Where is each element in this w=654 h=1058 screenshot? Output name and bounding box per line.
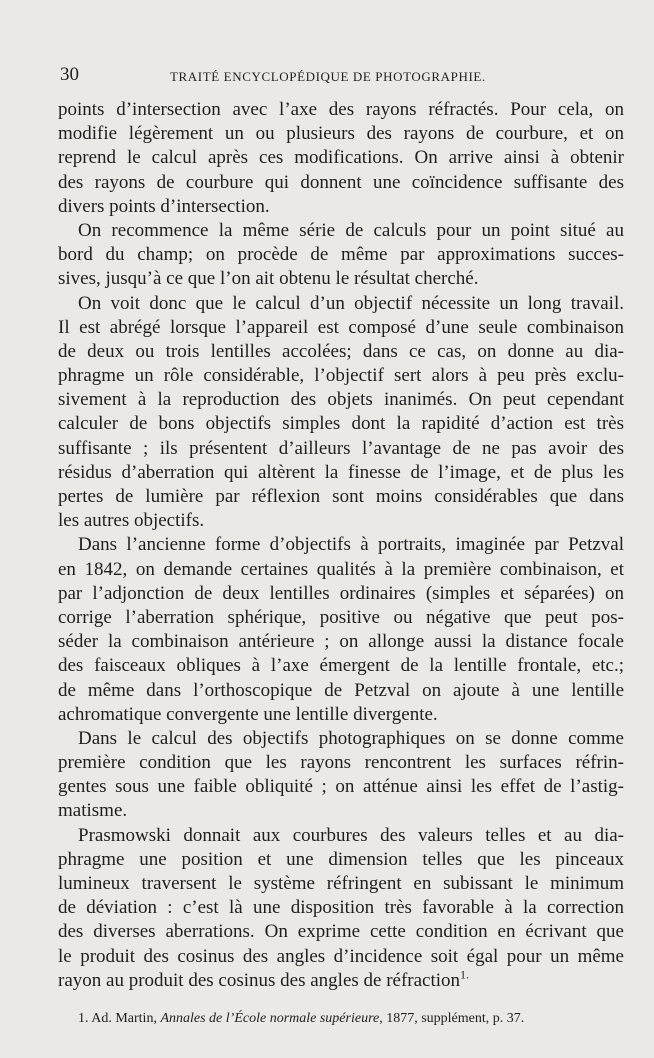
- text-line: calculer de bons objectifs simples dont la rapidité d’action est très: [58, 413, 624, 435]
- text-line: résidus d’aberration qui altèrent la finesse de l’image, et de plus les: [58, 461, 624, 483]
- text-line: le produit des cosinus des angles d’incidence soit égal pour un même: [58, 945, 624, 967]
- text-line: divers points d’intersection.: [58, 195, 270, 217]
- text-line: modifie légèrement un ou plusieurs des rayons de courbure, et on: [58, 123, 624, 145]
- text-line: Il est abrégé lorsque l’appareil est composé d’une seule combinaison: [58, 316, 624, 338]
- paragraph: [58, 292, 624, 534]
- text-line: sivement à la reproduction des objets inanimés. On peut cependant: [58, 389, 624, 411]
- text-line: en 1842, on demande certaines qualités à la première combinaison, et: [58, 558, 624, 580]
- text-line: On recommence la même série de calculs pour un point situé au: [78, 219, 624, 241]
- paragraph: [58, 824, 624, 993]
- text-line: des diverses aberrations. On exprime cette condition en écrivant que: [58, 921, 624, 943]
- text-line: de même dans l’orthoscopique de Petzval on ajoute à une lentille: [58, 679, 624, 701]
- footnote-author: Ad. Martin,: [91, 1011, 157, 1026]
- running-title: TRAITÉ ENCYCLOPÉDIQUE DE PHOTOGRAPHIE.: [170, 69, 486, 84]
- text-line: lumineux traversent le système réfringent en subissant le minimum: [58, 873, 624, 894]
- text-line: de déviation : c’est là une disposition très favorable à la correction: [58, 897, 624, 919]
- text-line: reprend le calcul après ces modifications. On arrive ainsi à obtenir: [58, 147, 624, 169]
- text-line: gentes sous une faible obliquité ; on atténue ainsi les effet de l’astig-: [58, 776, 624, 798]
- text-line: points d’intersection avec l’axe des rayons réfractés. Pour cela, on: [58, 99, 624, 120]
- body-text: [58, 98, 624, 993]
- text-line: des faisceaux obliques à l’axe émergent de la lentille frontale, etc.;: [58, 655, 624, 677]
- text-line: achromatique convergente une lentille divergente.: [58, 703, 438, 725]
- text-line: bord du champ; on procède de même par approximations succes-: [58, 244, 624, 266]
- paragraph: [58, 219, 624, 292]
- text-line: Dans le calcul des objectifs photographiques on se donne comme: [78, 727, 624, 749]
- text-line: phragme un rôle considérable, l’objectif sert alors à peu près exclu-: [58, 365, 624, 387]
- text-line: Dans l’ancienne forme d’objectifs à portraits, imaginée par Petzval: [78, 534, 624, 556]
- text-line: phragme une position et une dimension telles que les pinceaux: [58, 848, 624, 870]
- text-line: corrige l’aberration sphérique, positive ou négative que peut pos-: [58, 606, 624, 628]
- text-line: rayon au produit des cosinus des angles de réfraction$^{1.}$: [58, 967, 470, 991]
- text-line: matisme.: [58, 800, 128, 822]
- text-line: Prasmowski donnait aux courbures des valeurs telles et au dia-: [78, 824, 624, 846]
- text-line: suffisante ; ils présentent d’ailleurs l’avantage de ne pas avoir des: [58, 437, 624, 459]
- paragraph: [58, 98, 624, 219]
- text-line: par l’adjonction de deux lentilles ordinaires (simples et séparées) on: [58, 582, 624, 604]
- footnote-details: 1877, supplément, p. 37.: [386, 1011, 525, 1026]
- footnote-journal: Annales de l’École normale supérieure,: [160, 1011, 383, 1026]
- text-line: les autres objectifs.: [58, 510, 205, 532]
- text-line: pertes de lumière par réflexion sont moins considérables que dans: [58, 486, 624, 507]
- page-number: 30: [60, 64, 79, 85]
- text-line: de deux ou trois lentilles accolées; dans ce cas, on donne au dia-: [58, 340, 624, 362]
- page-header: [60, 64, 626, 88]
- text-line: sives, jusqu’à ce que l’on ait obtenu le résultat cherché.: [58, 268, 479, 290]
- footnote-number: 1.: [78, 1011, 89, 1026]
- text-line: séder la combinaison antérieure ; on allonge aussi la distance focale: [58, 631, 624, 653]
- text-line: des rayons de courbure qui donnent une coïncidence suffisante des: [58, 171, 624, 193]
- text-line: première condition que les rayons rencontrent les surfaces réfrin-: [58, 752, 624, 774]
- footnote-marker: 1.: [460, 967, 470, 982]
- text-line: On voit donc que le calcul d’un objectif nécessite un long travail.: [78, 292, 624, 314]
- paragraph: [58, 533, 624, 727]
- paragraph: [58, 727, 624, 824]
- footnote: [78, 1010, 618, 1028]
